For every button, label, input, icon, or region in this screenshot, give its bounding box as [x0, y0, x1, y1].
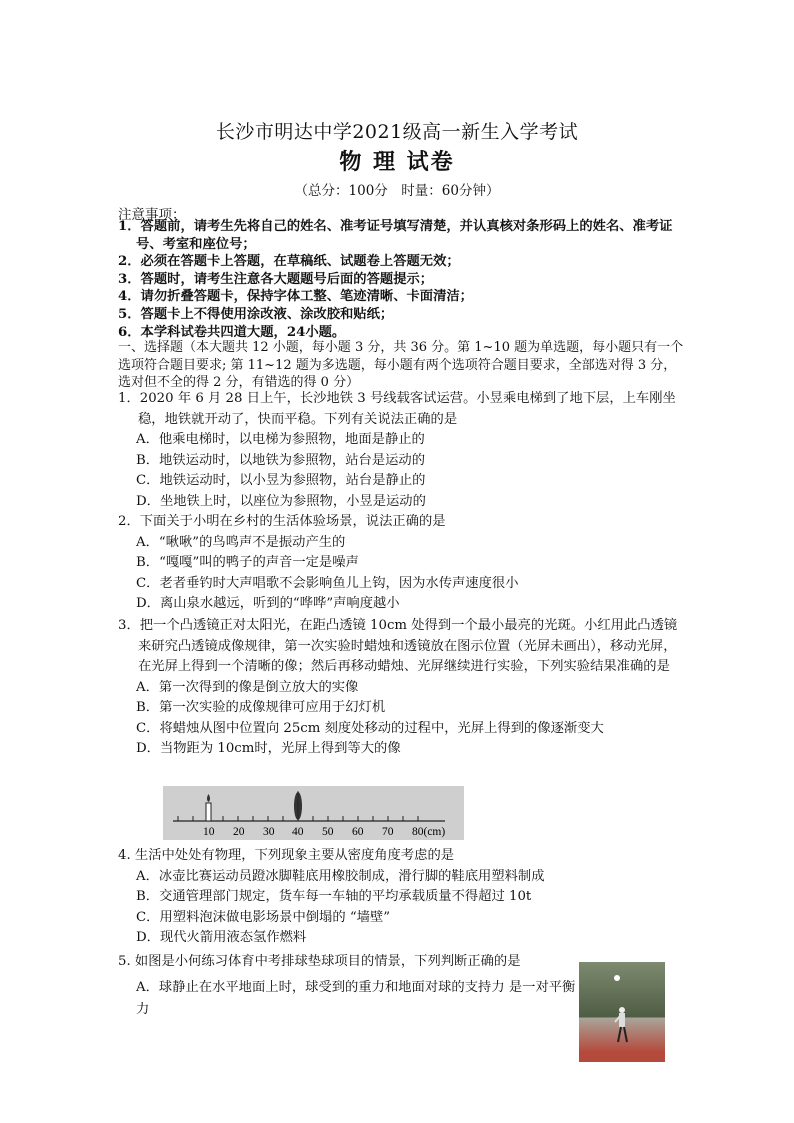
- note-item: 6．本学科试卷共四道大题，24小题。: [118, 324, 346, 340]
- notes-list: [118, 218, 688, 341]
- option: C．将蜡烛从图中位置向 25cm 刻度处移动的过程中，光屏上得到的像逐渐变大: [136, 720, 604, 736]
- exam-info: （总分：100分 时量：60分钟）: [294, 183, 500, 199]
- candle-icon: [206, 794, 211, 821]
- option: B．“嘎嘎”叫的鸭子的声音一定是噪声: [136, 555, 359, 570]
- ruler-label: 20: [233, 826, 245, 838]
- ruler-label: 60: [352, 826, 364, 838]
- option: A．第一次得到的像是倒立放大的实像: [136, 679, 359, 695]
- ruler-label: 10: [203, 826, 215, 838]
- option: B．地铁运动时，以地铁为参照物，站台是运动的: [136, 452, 426, 468]
- volleyball-photo: [579, 962, 665, 1062]
- ruler-label: 40: [292, 826, 304, 838]
- option: D．现代火箭用液态氢作燃料: [136, 930, 307, 945]
- optical-bench-figure: [163, 786, 464, 840]
- ruler-label: 30: [263, 826, 275, 838]
- ruler-label: 70: [382, 826, 394, 838]
- question-3: [118, 616, 688, 760]
- option: B．交通管理部门规定，货车每一车轴的平均承载质量不得超过 10t: [136, 889, 532, 904]
- volleyball-player-icon: [579, 962, 665, 1062]
- option: C．地铁运动时，以小昱为参照物，站台是静止的: [136, 473, 426, 488]
- option: C．老者垂钓时大声唱歌不会影响鱼儿上钩，因为水传声速度很小: [136, 575, 519, 591]
- option: D．坐地铁上时，以座位为参照物，小昱是运动的: [136, 493, 426, 509]
- note-item: 4．请勿折叠答题卡，保持字体工整、笔迹清晰、卡面清洁；: [118, 289, 473, 305]
- question-stem: 4. 生活中处处有物理，下列现象主要从密度角度考虑的是: [118, 848, 455, 863]
- section-heading: 一、选择题（本大题共 12 小题，每小题 3 分，共 36 分。第 1~10 题为单选题，每小题只有一个选项符合题目要求; 第 11~12 题为多选题，每小题有两个选项符合题目要求，全部选对得 3 分，选对但不全的得 2 分，有错选的得 0 分）: [118, 340, 684, 390]
- question-stem: 2．下面关于小明在乡村的生活体验场景，说法正确的是: [118, 514, 446, 529]
- exam-subject: 物 理 试卷: [339, 149, 455, 175]
- option: A．球静止在水平地面上时，球受到的重力和地面对球的支持力 是一对平衡力: [136, 980, 576, 1017]
- question-stem: 5. 如图是小何练习体育中考排球垫球项目的情景，下列判断正确的是: [118, 954, 521, 969]
- question-stem: 1．2020 年 6 月 28 日上午，长沙地铁 3 号线载客试运营。小昱乘电梯到了地下层，上车刚坐稳，地铁就开动了，快而平稳。下列有关说法正确的是: [118, 391, 676, 427]
- option: B．第一次实验的成像规律可应用于幻灯机: [136, 700, 386, 715]
- note-item: 1．答题前，请考生先将自己的姓名、准考证号填写清楚，并认真核对条形码上的姓名、准考证号、考室和座位号；: [118, 219, 673, 252]
- question-1: [118, 389, 688, 512]
- ruler-label: 80(cm): [412, 826, 446, 838]
- option: D．当物距为 10cm时，光屏上得到等大的像: [136, 741, 401, 756]
- notes-heading: 注意事项：: [118, 207, 186, 223]
- option: A．他乘电梯时，以电梯为参照物，地面是静止的: [136, 432, 425, 447]
- optical-bench-svg: [163, 786, 464, 840]
- note-item: 2．必须在答题卡上答题，在草稿纸、试题卷上答题无效；: [118, 254, 460, 270]
- question-4: [118, 846, 688, 949]
- exam-title: 长沙市明达中学2021级高一新生入学考试: [215, 121, 579, 143]
- note-item: 5．答题卡上不得使用涂改液、涂改胶和贴纸；: [118, 306, 394, 322]
- option: A．冰壶比赛运动员蹬冰脚鞋底用橡胶制成，滑行脚的鞋底用塑料制成: [136, 868, 545, 884]
- option: C．用塑料泡沫做电影场景中倒塌的 “墙壁”: [136, 909, 391, 925]
- option: D．离山泉水越远，听到的“哗哗”声响度越小: [136, 596, 400, 611]
- note-item: 3．答题时，请考生注意各大题题号后面的答题提示；: [118, 271, 434, 287]
- question-stem: 3．把一个凸透镜正对太阳光，在距凸透镜 10cm 处得到一个最小最亮的光斑。小红用此凸透镜来研究凸透镜成像规律，第一次实验时蜡烛和透镜放在图示位置（光屏未画出），移动光屏，在光屏上得到一个清晰的像；然后再移动蜡烛、光屏继续进行实验，下列实验结果准确的是: [118, 618, 678, 674]
- option: A．“啾啾”的鸟鸣声不是振动产生的: [136, 534, 346, 550]
- question-2: [118, 512, 688, 615]
- ruler-label: 50: [322, 826, 334, 838]
